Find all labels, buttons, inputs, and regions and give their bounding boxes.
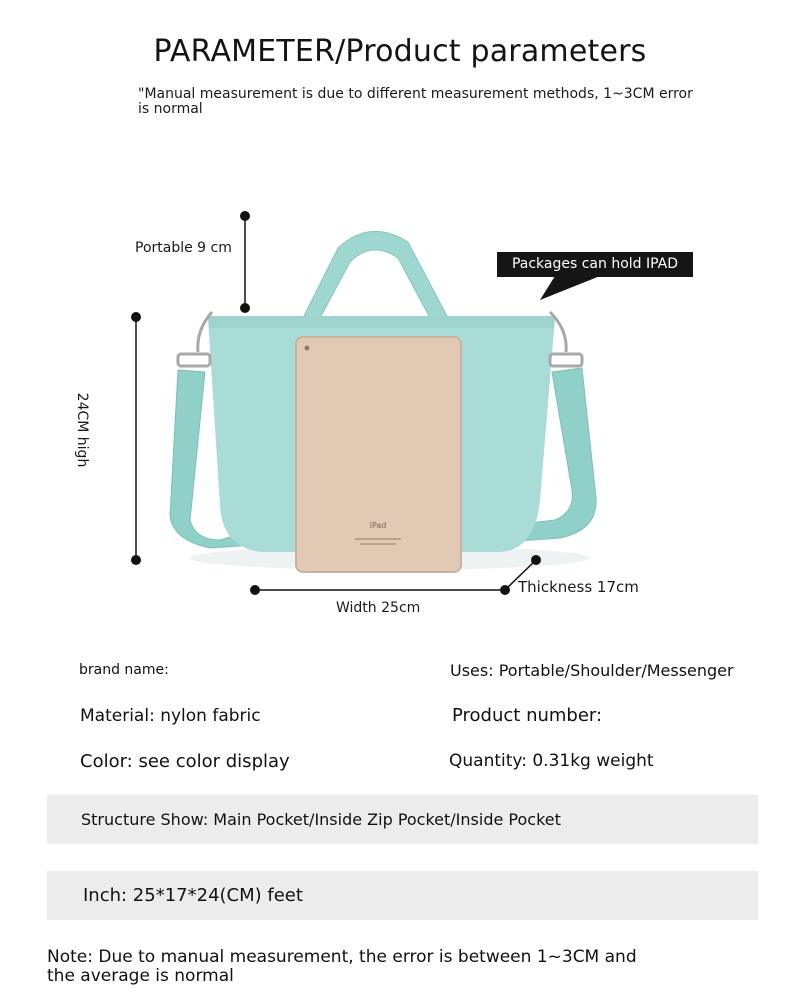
uses-spec: Uses: Portable/Shoulder/Messenger [450, 661, 734, 680]
dimension-dot [531, 555, 541, 565]
bag-rim [208, 316, 555, 328]
color-spec: Color: see color display [80, 751, 290, 772]
inch-spec: Inch: 25*17*24(CM) feet [83, 885, 303, 906]
tablet-camera-icon [305, 346, 310, 351]
tablet-brand-text: iPad [369, 521, 387, 530]
ipad-callout: Packages can hold IPAD [497, 252, 693, 277]
left-clasp [178, 312, 212, 366]
footer-note: Note: Due to manual measurement, the error is between 1~3CM and the average is normal [47, 947, 637, 986]
inch-band [47, 871, 758, 920]
measurement-note: "Manual measurement is due to different measurement methods, 1~3CM error is normal [138, 86, 693, 117]
structure-spec: Structure Show: Main Pocket/Inside Zip Pocket/Inside Pocket [81, 810, 561, 829]
tablet-fineprint [360, 543, 396, 545]
tablet-fineprint [355, 538, 401, 540]
dimension-dot [250, 585, 260, 595]
product-number-spec: Product number: [452, 705, 603, 726]
width-label: Width 25cm [336, 600, 421, 616]
dimension-dot [240, 303, 250, 313]
bag-handle [303, 231, 448, 318]
tablet-device [296, 337, 461, 572]
portable-label: Portable 9 cm [135, 240, 232, 256]
height-label: 24CM high [74, 392, 90, 468]
page-title: PARAMETER/Product parameters [153, 34, 647, 69]
dimension-dot [131, 312, 141, 322]
structure-band [47, 795, 758, 844]
quantity-spec: Quantity: 0.31kg weight [449, 751, 654, 771]
thickness-label: Thickness 17cm [518, 578, 639, 596]
material-spec: Material: nylon fabric [80, 706, 261, 726]
dimension-dot [131, 555, 141, 565]
dimension-dot [240, 211, 250, 221]
brand-name-label: brand name: [79, 662, 169, 678]
callout-pointer [540, 276, 600, 300]
